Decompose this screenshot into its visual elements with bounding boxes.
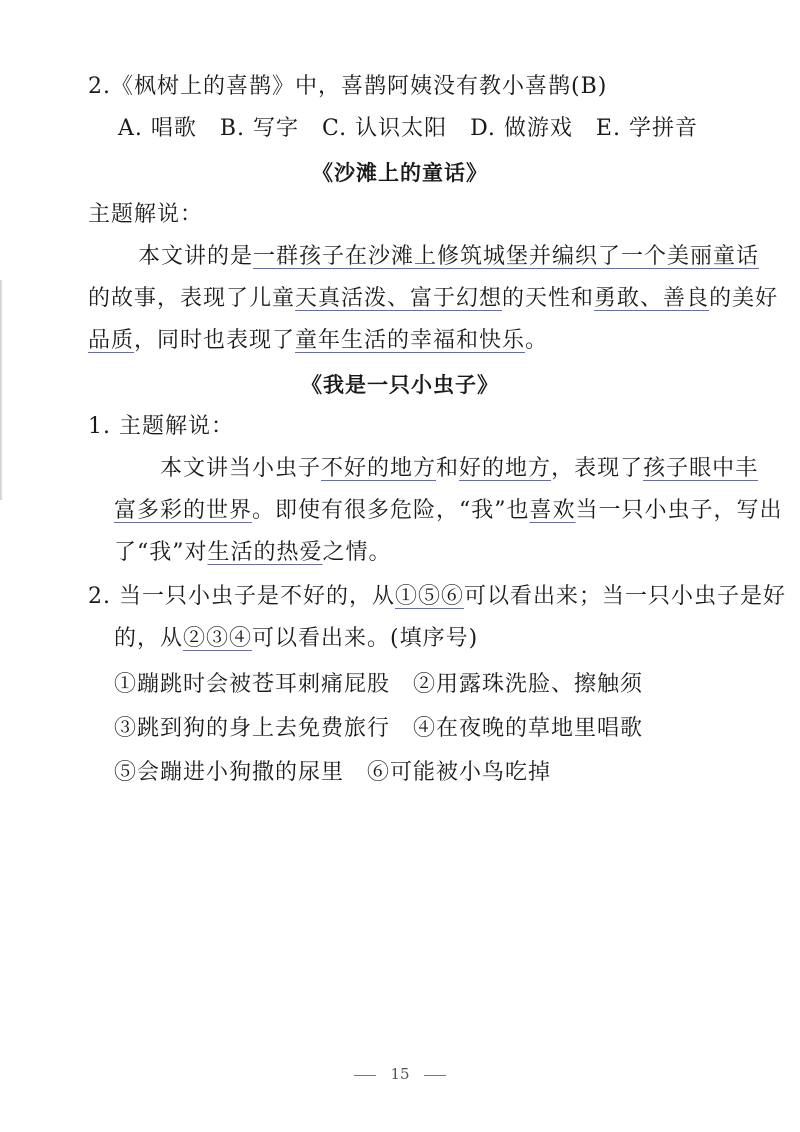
text: 和: [436, 456, 460, 481]
chongzi-line-3: [114, 538, 392, 568]
page-number: 15: [390, 1065, 410, 1083]
answer-underline: ②③④: [183, 626, 253, 651]
answer-underline: 童年生活的幸福和快乐: [295, 328, 526, 353]
shatan-line-2: [88, 284, 778, 314]
answer-underline: 生活的热爱: [207, 540, 323, 565]
text: 可以看出来。(填序号): [252, 626, 479, 651]
page-footer: [0, 1064, 800, 1084]
option-row-2: ③跳到狗的身上去免费旅行 ④在夜晚的草地里唱歌: [114, 716, 644, 741]
text: 当一只小虫子，写出: [575, 498, 783, 523]
footer-dash-left: [354, 1075, 376, 1076]
text: 本文讲的是: [138, 244, 254, 269]
option-row-1: ①蹦跳时会被苍耳刺痛屁股 ②用露珠洗脸、擦触须: [114, 672, 644, 697]
answer-underline: ①⑤⑥: [394, 584, 464, 609]
theme-label: 主题解说：: [88, 202, 204, 227]
answer-underline: 好的地方: [459, 456, 552, 481]
chongzi-line-2: [114, 496, 783, 526]
answer-underline: 富多彩的世界: [114, 498, 253, 523]
text: 。即使有很多危险，“我”也: [252, 498, 530, 523]
question-2-options: A. 唱歌 B. 写字 C. 认识太阳 D. 做游戏 E. 学拼音: [118, 116, 698, 141]
answer-underline: 天真活泼、富于幻想: [295, 286, 503, 311]
text: ，同时也表现了: [134, 328, 296, 353]
text: 的，从: [114, 626, 184, 651]
q2-line-2: [114, 624, 478, 654]
text: 可以看出来；当一只小虫子是好: [464, 584, 787, 609]
footer-dash-right: [424, 1075, 446, 1076]
section-title-chongzi: 《我是一只小虫子》: [301, 373, 499, 397]
answer-underline: 勇敢、善良: [594, 286, 710, 311]
section-title-shatan: 《沙滩上的童话》: [312, 161, 488, 185]
text: 本文讲当小虫子: [160, 456, 322, 481]
answer-underline: 不好的地方: [321, 456, 437, 481]
option-row-3: ⑤会蹦进小狗撒的尿里 ⑥可能被小鸟吃掉: [114, 760, 552, 785]
answer-underline: 喜欢: [529, 498, 576, 523]
question-2-prev: 2.《枫树上的喜鹊》中，喜鹊阿姨没有教小喜鹊(B): [88, 74, 608, 99]
chongzi-line-1: [160, 454, 758, 484]
q1-label: 1. 主题解说：: [88, 414, 234, 439]
answer-underline: 品质: [88, 328, 135, 353]
shatan-line-1: [138, 242, 759, 272]
q2-line-1: [88, 582, 786, 612]
text: 的故事，表现了儿童: [88, 286, 296, 311]
answer-underline: 一群孩子在沙滩上修筑城堡并编织了一个美丽童话: [253, 244, 760, 269]
shatan-line-3: [88, 326, 548, 356]
answer-underline: 孩子眼中丰: [643, 456, 759, 481]
text: ，表现了: [551, 456, 644, 481]
text: 。: [525, 328, 549, 353]
text: 了“我”对: [114, 540, 208, 565]
text: 之情。: [322, 540, 392, 565]
text: 2. 当一只小虫子是不好的，从: [88, 584, 395, 609]
text: 的美好: [709, 286, 779, 311]
text: 的天性和: [502, 286, 595, 311]
